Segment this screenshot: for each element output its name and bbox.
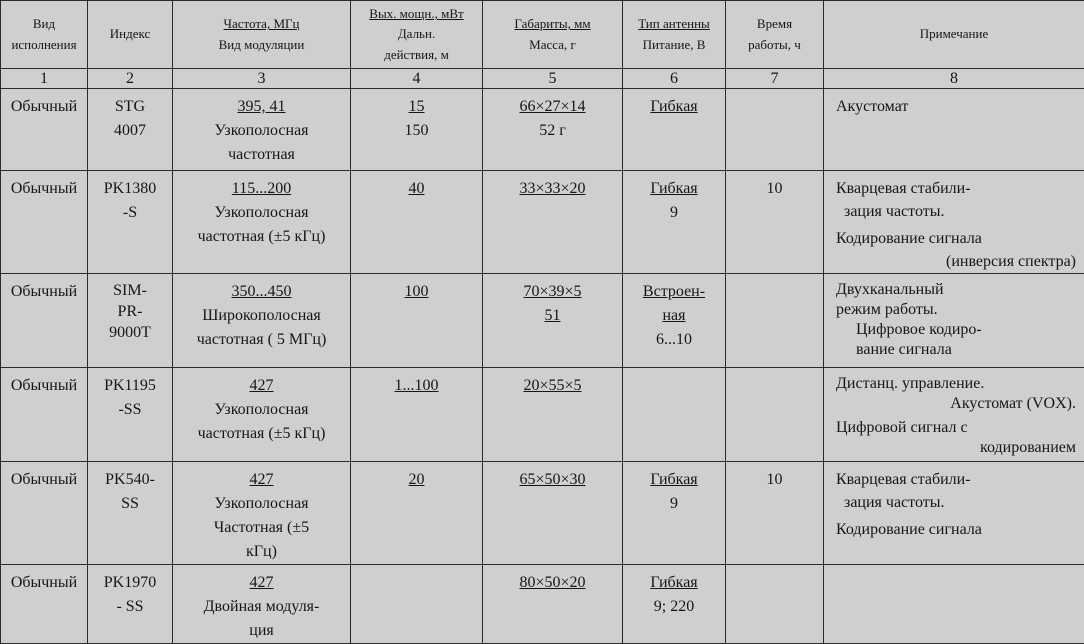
type-cell: Обычный — [1, 171, 88, 274]
time-cell — [726, 89, 824, 171]
note-cell — [824, 565, 1084, 644]
frequency-cell: 395, 41 Узкополосная частотная — [173, 89, 351, 171]
table-row — [1, 368, 1084, 462]
time-cell: 10 — [726, 171, 824, 274]
header-col2: Индекс — [88, 1, 173, 69]
type-cell: Обычный — [1, 565, 88, 644]
table-row — [1, 462, 1084, 565]
dimensions-cell: 65×50×30 — [483, 462, 623, 565]
antenna-cell — [623, 368, 726, 462]
type-cell: Обычный — [1, 89, 88, 171]
col-number: 3 — [173, 69, 351, 89]
type-cell: Обычный — [1, 368, 88, 462]
antenna-cell: Гибкая — [623, 89, 726, 171]
power-cell: 40 — [351, 171, 483, 274]
table-row — [1, 171, 1084, 274]
col-number: 7 — [726, 69, 824, 89]
note-cell: Дистанц. управление. Акустомат (VOX). Цифровой сигнал с кодированием — [824, 368, 1084, 462]
col-number: 8 — [824, 69, 1084, 89]
type-cell: Обычный — [1, 274, 88, 368]
type-cell: Обычный — [1, 462, 88, 565]
note-cell: Кварцевая стабили- зация частоты. Кодирование сигнала — [824, 462, 1084, 565]
note-cell: Кварцевая стабили- зация частоты. Кодирование сигнала (инверсия спектра) — [824, 171, 1084, 274]
header-col3: Частота, МГц Вид модуляции — [173, 1, 351, 69]
header-col5: Габариты, мм Масса, г — [483, 1, 623, 69]
frequency-cell: 427 Узкополосная частотная (±5 кГц) — [173, 368, 351, 462]
power-cell: 15 150 — [351, 89, 483, 171]
time-cell — [726, 368, 824, 462]
header-col8: Примечание — [824, 1, 1084, 69]
note-cell: Двухканальный режим работы. Цифровое кодиро- вание сигнала — [824, 274, 1084, 368]
dimensions-cell: 80×50×20 — [483, 565, 623, 644]
time-cell — [726, 274, 824, 368]
index-cell: PK1195 -SS — [88, 368, 173, 462]
power-cell: 1...100 — [351, 368, 483, 462]
col-number: 5 — [483, 69, 623, 89]
antenna-cell: Гибкая 9 — [623, 171, 726, 274]
time-cell: 10 — [726, 462, 824, 565]
dimensions-cell: 70×39×5 51 — [483, 274, 623, 368]
frequency-cell: 350...450 Широкополосная частотная ( 5 МГц) — [173, 274, 351, 368]
power-cell: 20 — [351, 462, 483, 565]
header-col6: Тип антенны Питание, В — [623, 1, 726, 69]
col-number: 1 — [1, 69, 88, 89]
index-cell: SIM- PR- 9000T — [88, 274, 173, 368]
antenna-cell: Встроен- ная 6...10 — [623, 274, 726, 368]
table-row — [1, 89, 1084, 171]
index-cell: STG 4007 — [88, 89, 173, 171]
header-col7: Время работы, ч — [726, 1, 824, 69]
column-number-row — [1, 69, 1084, 89]
col-number: 2 — [88, 69, 173, 89]
header-col4: Вых. мощн., мВт Дальн. действия, м — [351, 1, 483, 69]
index-cell: PK1380 -S — [88, 171, 173, 274]
frequency-cell: 427 Двойная модуля- ция — [173, 565, 351, 644]
power-cell — [351, 565, 483, 644]
power-cell: 100 — [351, 274, 483, 368]
table-row — [1, 565, 1084, 644]
antenna-cell: Гибкая 9 — [623, 462, 726, 565]
index-cell: PK1970 - SS — [88, 565, 173, 644]
table-row — [1, 274, 1084, 368]
header-row — [1, 1, 1084, 69]
col-number: 4 — [351, 69, 483, 89]
time-cell — [726, 565, 824, 644]
dimensions-cell: 20×55×5 — [483, 368, 623, 462]
frequency-cell: 115...200 Узкополосная частотная (±5 кГц) — [173, 171, 351, 274]
antenna-cell: Гибкая 9; 220 — [623, 565, 726, 644]
col-number: 6 — [623, 69, 726, 89]
dimensions-cell: 33×33×20 — [483, 171, 623, 274]
dimensions-cell: 66×27×14 52 г — [483, 89, 623, 171]
note-cell: Акустомат — [824, 89, 1084, 171]
frequency-cell: 427 Узкополосная Частотная (±5 кГц) — [173, 462, 351, 565]
index-cell: PK540- SS — [88, 462, 173, 565]
header-col1: Вид исполнения — [1, 1, 88, 69]
